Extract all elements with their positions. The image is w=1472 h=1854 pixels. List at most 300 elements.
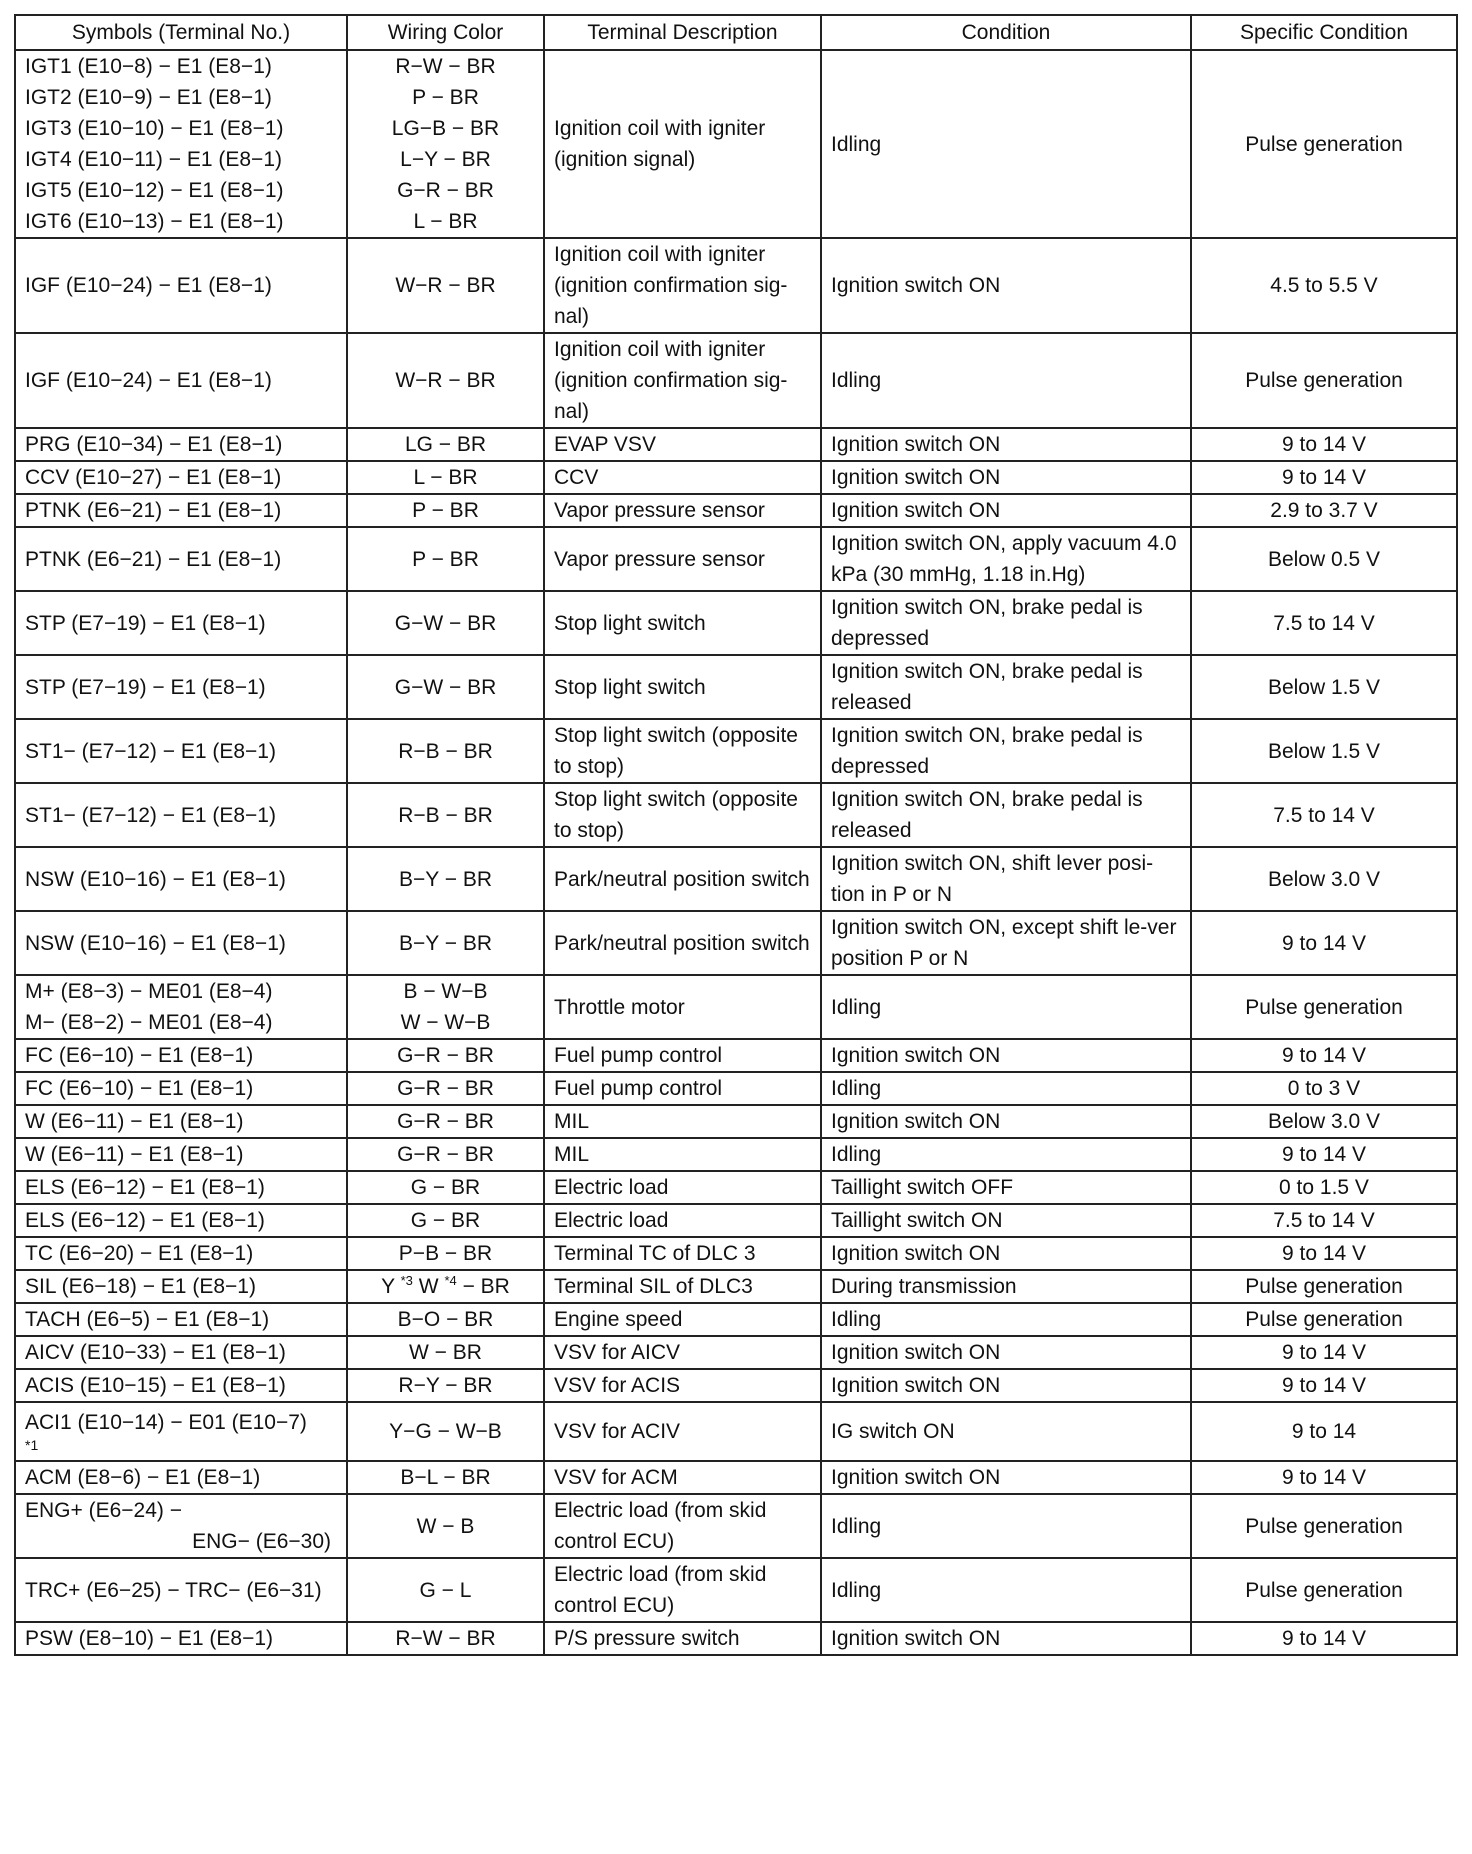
cell-specific-condition — [1191, 1494, 1457, 1558]
cell-terminal-description — [544, 911, 821, 975]
table-row — [15, 1171, 1457, 1204]
cell-condition — [821, 1494, 1191, 1558]
wiring-line: W − B — [416, 1514, 475, 1538]
table-row — [15, 333, 1457, 428]
table-row — [15, 1402, 1457, 1461]
cell-terminal-description — [544, 1402, 821, 1461]
cell-wiring-color — [347, 1138, 544, 1171]
cell-symbols — [15, 1105, 347, 1138]
symbol-line: SIL (E6−18) − E1 (E8−1) — [25, 1275, 256, 1298]
description-text: VSV for AICV — [554, 1341, 681, 1364]
condition-text: Ignition switch ON, brake pedal is released — [831, 788, 1143, 842]
symbol-line: ENG− (E6−30) — [192, 1530, 331, 1553]
wiring-line: B−O − BR — [397, 1308, 494, 1331]
specific-condition-text: 7.5 to 14 V — [1273, 803, 1375, 827]
specific-condition-text: Below 1.5 V — [1267, 739, 1381, 763]
condition-text: Ignition switch ON — [831, 1466, 1001, 1489]
description-text: Throttle motor — [554, 995, 685, 1019]
specific-condition-text: Below 3.0 V — [1267, 867, 1381, 891]
cell-terminal-description — [544, 1369, 821, 1402]
wiring-line: B−Y − BR — [398, 867, 492, 891]
condition-text: Idling — [831, 1308, 882, 1331]
symbol-line: CCV (E10−27) − E1 (E8−1) — [25, 466, 282, 489]
cell-terminal-description — [544, 1270, 821, 1303]
symbol-line: M− (E8−2) − ME01 (E8−4) — [25, 1011, 273, 1034]
wiring-line: B − W−B — [403, 980, 488, 1003]
cell-wiring-color — [347, 591, 544, 655]
cell-wiring-color — [347, 461, 544, 494]
symbol-line: IGT2 (E10−9) − E1 (E8−1) — [25, 86, 272, 109]
description-text: Ignition coil with igniter (ignition signal) — [554, 117, 766, 171]
specific-condition-text: 9 to 14 V — [1281, 466, 1367, 489]
condition-text: Idling — [831, 1143, 882, 1166]
cell-symbols — [15, 428, 347, 461]
specific-condition-text: 9 to 14 V — [1281, 1374, 1367, 1397]
specific-condition-text: 2.9 to 3.7 V — [1270, 499, 1378, 522]
cell-condition — [821, 238, 1191, 333]
description-text: Terminal SIL of DLC3 — [554, 1275, 753, 1298]
condition-text: Taillight switch OFF — [831, 1176, 1014, 1199]
cell-wiring-color — [347, 1204, 544, 1237]
wiring-line: W − BR — [409, 1341, 482, 1364]
cell-terminal-description — [544, 461, 821, 494]
cell-wiring-color — [347, 1072, 544, 1105]
cell-symbols — [15, 461, 347, 494]
cell-condition — [821, 1461, 1191, 1494]
cell-specific-condition — [1191, 1336, 1457, 1369]
symbol-line: W (E6−11) − E1 (E8−1) — [25, 1143, 244, 1166]
table-row — [15, 1237, 1457, 1270]
cell-terminal-description — [544, 783, 821, 847]
symbol-line: TACH (E6−5) − E1 (E8−1) — [25, 1308, 270, 1331]
cell-symbols — [15, 238, 347, 333]
cell-specific-condition — [1191, 1622, 1457, 1655]
cell-terminal-description — [544, 847, 821, 911]
wiring-line: L−Y − BR — [400, 148, 491, 171]
table-row — [15, 1039, 1457, 1072]
table-row — [15, 911, 1457, 975]
cell-symbols — [15, 719, 347, 783]
description-text: Park/neutral position switch — [554, 931, 810, 955]
cell-condition — [821, 655, 1191, 719]
specific-condition-text: 9 to 14 V — [1281, 1143, 1367, 1166]
specific-condition-text: 9 to 14 V — [1281, 1627, 1367, 1650]
cell-wiring-color — [347, 1105, 544, 1138]
cell-wiring-color — [347, 655, 544, 719]
description-text: VSV for ACM — [554, 1466, 678, 1489]
cell-specific-condition — [1191, 975, 1457, 1039]
cell-specific-condition — [1191, 719, 1457, 783]
condition-text: Ignition switch ON — [831, 466, 1001, 489]
cell-condition — [821, 1303, 1191, 1336]
specific-condition-text: 4.5 to 5.5 V — [1270, 274, 1378, 297]
wire-color-a: Y — [381, 1275, 395, 1298]
symbol-line: PTNK (E6−21) − E1 (E8−1) — [25, 547, 282, 571]
cell-wiring-color — [347, 527, 544, 591]
cell-terminal-description — [544, 1622, 821, 1655]
cell-condition — [821, 527, 1191, 591]
cell-symbols — [15, 1138, 347, 1171]
condition-text: IG switch ON — [831, 1420, 955, 1443]
cell-wiring-color — [347, 1622, 544, 1655]
wiring-line: G − BR — [410, 1209, 481, 1232]
description-text: Electric load — [554, 1176, 669, 1199]
specific-condition-text: 0 to 3 V — [1287, 1077, 1361, 1100]
wiring-line: P − BR — [412, 499, 479, 522]
table-row — [15, 847, 1457, 911]
table-row — [15, 1138, 1457, 1171]
table-row — [15, 1494, 1457, 1558]
cell-symbols — [15, 655, 347, 719]
cell-condition — [821, 975, 1191, 1039]
symbol-line: STP (E7−19) − E1 (E8−1) — [25, 675, 266, 699]
header-row — [15, 15, 1457, 50]
specific-condition-text: Below 0.5 V — [1267, 547, 1381, 571]
cell-wiring-color — [347, 975, 544, 1039]
condition-text: Ignition switch ON, shift lever posi-tion in P or N — [831, 852, 1154, 906]
table-row — [15, 655, 1457, 719]
cell-specific-condition — [1191, 847, 1457, 911]
cell-specific-condition — [1191, 1303, 1457, 1336]
cell-symbols — [15, 1237, 347, 1270]
cell-symbols — [15, 1461, 347, 1494]
cell-specific-condition — [1191, 1039, 1457, 1072]
description-text: Electric load (from skid control ECU) — [554, 1499, 767, 1553]
table-row — [15, 1558, 1457, 1622]
cell-terminal-description — [544, 719, 821, 783]
wiring-line: G−W − BR — [394, 675, 497, 699]
specific-condition-text: 9 to 14 V — [1281, 433, 1367, 456]
specific-condition-text: 7.5 to 14 V — [1273, 1209, 1375, 1232]
cell-wiring-color — [347, 494, 544, 527]
description-text: Park/neutral position switch — [554, 867, 810, 891]
cell-terminal-description — [544, 1336, 821, 1369]
cell-specific-condition — [1191, 461, 1457, 494]
condition-text: Idling — [831, 1578, 882, 1602]
cell-terminal-description — [544, 975, 821, 1039]
table-row — [15, 1336, 1457, 1369]
cell-condition — [821, 1105, 1191, 1138]
condition-text: Ignition switch ON — [831, 1110, 1001, 1133]
wire-note-b: *4 — [444, 1273, 457, 1288]
table-row — [15, 50, 1457, 238]
cell-symbols — [15, 911, 347, 975]
wiring-line: R−W − BR — [395, 1627, 496, 1650]
cell-wiring-color — [347, 1270, 544, 1303]
symbol-line: NSW (E10−16) − E1 (E8−1) — [25, 931, 286, 955]
cell-condition — [821, 1558, 1191, 1622]
table-row — [15, 1369, 1457, 1402]
wiring-line — [357, 1271, 534, 1302]
specific-condition-text: 9 to 14 V — [1281, 1341, 1367, 1364]
cell-specific-condition — [1191, 783, 1457, 847]
cell-terminal-description — [544, 1558, 821, 1622]
specific-condition-text: Pulse generation — [1245, 995, 1403, 1019]
description-text: Terminal TC of DLC 3 — [554, 1242, 756, 1265]
description-text: EVAP VSV — [554, 433, 656, 456]
cell-specific-condition — [1191, 428, 1457, 461]
specific-condition-text: Below 3.0 V — [1267, 1110, 1381, 1133]
cell-wiring-color — [347, 1402, 544, 1461]
cell-terminal-description — [544, 1138, 821, 1171]
description-text: P/S pressure switch — [554, 1627, 740, 1650]
cell-terminal-description — [544, 428, 821, 461]
symbol-line: ACIS (E10−15) − E1 (E8−1) — [25, 1374, 286, 1397]
cell-symbols — [15, 50, 347, 238]
cell-symbols — [15, 1303, 347, 1336]
symbol-line: ELS (E6−12) − E1 (E8−1) — [25, 1176, 265, 1199]
table-row — [15, 428, 1457, 461]
table-row — [15, 1622, 1457, 1655]
wiring-line: G−R − BR — [397, 1110, 494, 1133]
symbol-line: FC (E6−10) − E1 (E8−1) — [25, 1077, 254, 1100]
condition-text: Idling — [831, 1077, 882, 1100]
description-text: Engine speed — [554, 1308, 683, 1331]
symbol-line: AICV (E10−33) − E1 (E8−1) — [25, 1341, 286, 1364]
cell-wiring-color — [347, 719, 544, 783]
cell-terminal-description — [544, 1461, 821, 1494]
cell-condition — [821, 1369, 1191, 1402]
condition-text: Ignition switch ON — [831, 274, 1001, 297]
description-text: Stop light switch — [554, 611, 706, 635]
description-text: Stop light switch (opposite to stop) — [554, 788, 798, 842]
table-row — [15, 1105, 1457, 1138]
cell-condition — [821, 1138, 1191, 1171]
footnote-marker: *1 — [25, 1437, 39, 1453]
cell-condition — [821, 719, 1191, 783]
description-text: Ignition coil with igniter (ignition confirmation sig-nal) — [554, 243, 788, 328]
cell-specific-condition — [1191, 1105, 1457, 1138]
wiring-line: B−Y − BR — [398, 931, 492, 955]
symbol-line: ELS (E6−12) − E1 (E8−1) — [25, 1209, 265, 1232]
header-condition: Condition — [821, 15, 1191, 50]
cell-specific-condition — [1191, 1204, 1457, 1237]
specific-condition-text: 9 to 14 V — [1281, 1466, 1367, 1489]
condition-text: Ignition switch ON — [831, 1374, 1001, 1397]
condition-text: Ignition switch ON — [831, 1341, 1001, 1364]
cell-wiring-color — [347, 1494, 544, 1558]
condition-text: Idling — [831, 995, 882, 1019]
cell-specific-condition — [1191, 1138, 1457, 1171]
cell-condition — [821, 783, 1191, 847]
cell-terminal-description — [544, 1204, 821, 1237]
specific-condition-text: Pulse generation — [1245, 369, 1403, 392]
specific-condition-text: 9 to 14 V — [1281, 931, 1367, 955]
symbol-line: IGT4 (E10−11) − E1 (E8−1) — [25, 148, 282, 171]
cell-wiring-color — [347, 1558, 544, 1622]
wiring-line: G−R − BR — [397, 1077, 494, 1100]
table-row — [15, 1303, 1457, 1336]
wire-color-b: W — [418, 1275, 439, 1298]
table-row — [15, 461, 1457, 494]
condition-text: Ignition switch ON — [831, 1044, 1001, 1067]
specific-condition-text: Pulse generation — [1245, 1514, 1403, 1538]
symbol-line: IGT5 (E10−12) − E1 (E8−1) — [25, 179, 284, 202]
wiring-line: W−R − BR — [395, 274, 496, 297]
description-text: MIL — [554, 1143, 590, 1166]
symbol-line: NSW (E10−16) − E1 (E8−1) — [25, 867, 286, 891]
terminal-table — [14, 14, 1458, 1656]
condition-text: Ignition switch ON — [831, 499, 1001, 522]
table-row — [15, 975, 1457, 1039]
condition-text: Ignition switch ON — [831, 433, 1001, 456]
cell-terminal-description — [544, 1039, 821, 1072]
cell-specific-condition — [1191, 50, 1457, 238]
cell-specific-condition — [1191, 1072, 1457, 1105]
table-row — [15, 719, 1457, 783]
cell-wiring-color — [347, 1039, 544, 1072]
cell-wiring-color — [347, 1336, 544, 1369]
wiring-line: R−B − BR — [398, 739, 493, 763]
cell-terminal-description — [544, 527, 821, 591]
description-text: Electric load (from skid control ECU) — [554, 1563, 767, 1617]
cell-wiring-color — [347, 1369, 544, 1402]
cell-condition — [821, 911, 1191, 975]
cell-specific-condition — [1191, 527, 1457, 591]
cell-symbols — [15, 1039, 347, 1072]
cell-symbols — [15, 1369, 347, 1402]
cell-terminal-description — [544, 655, 821, 719]
cell-symbols — [15, 527, 347, 591]
wire-color-c: − BR — [462, 1275, 510, 1298]
condition-text: Ignition switch ON, brake pedal is depressed — [831, 724, 1143, 778]
cell-condition — [821, 1402, 1191, 1461]
cell-symbols — [15, 1622, 347, 1655]
symbol-line: ACI1 (E10−14) − E01 (E10−7) — [25, 1411, 307, 1434]
cell-terminal-description — [544, 1237, 821, 1270]
cell-wiring-color — [347, 911, 544, 975]
specific-condition-text: 9 to 14 — [1291, 1420, 1357, 1443]
table-row — [15, 591, 1457, 655]
cell-condition — [821, 1270, 1191, 1303]
cell-condition — [821, 1204, 1191, 1237]
wiring-line: W − W−B — [400, 1011, 491, 1034]
cell-wiring-color — [347, 50, 544, 238]
cell-symbols — [15, 1270, 347, 1303]
header-specific-condition: Specific Condition — [1191, 15, 1457, 50]
specific-condition-text: 9 to 14 V — [1281, 1242, 1367, 1265]
cell-condition — [821, 591, 1191, 655]
description-text: Stop light switch (opposite to stop) — [554, 724, 798, 778]
cell-condition — [821, 1237, 1191, 1270]
cell-terminal-description — [544, 1494, 821, 1558]
wiring-line: W−R − BR — [395, 369, 496, 392]
symbol-line: STP (E7−19) − E1 (E8−1) — [25, 611, 266, 635]
wiring-line: P − BR — [412, 547, 479, 571]
description-text: Stop light switch — [554, 675, 706, 699]
header-symbols: Symbols (Terminal No.) — [15, 15, 347, 50]
wiring-line: P − BR — [412, 86, 479, 109]
cell-specific-condition — [1191, 591, 1457, 655]
description-text: Ignition coil with igniter (ignition confirmation sig-nal) — [554, 338, 788, 423]
wire-note-a: *3 — [400, 1273, 413, 1288]
wiring-line: LG − BR — [404, 433, 487, 456]
cell-symbols — [15, 333, 347, 428]
cell-wiring-color — [347, 783, 544, 847]
cell-condition — [821, 1336, 1191, 1369]
cell-specific-condition — [1191, 1402, 1457, 1461]
cell-symbols — [15, 1171, 347, 1204]
symbol-line: PRG (E10−34) − E1 (E8−1) — [25, 433, 283, 456]
condition-text: Ignition switch ON, except shift le-ver position P or N — [831, 916, 1177, 970]
specific-condition-text: Pulse generation — [1245, 132, 1403, 156]
cell-symbols — [15, 975, 347, 1039]
cell-terminal-description — [544, 333, 821, 428]
wiring-line: L − BR — [413, 466, 478, 489]
cell-condition — [821, 1072, 1191, 1105]
symbol-line: ENG+ (E6−24) − — [25, 1499, 182, 1522]
cell-condition — [821, 1039, 1191, 1072]
cell-specific-condition — [1191, 494, 1457, 527]
wiring-line: R−W − BR — [395, 55, 496, 78]
table-body — [15, 50, 1457, 1655]
wiring-line: B−L − BR — [400, 1466, 491, 1489]
symbol-line: TRC+ (E6−25) − TRC− (E6−31) — [25, 1578, 322, 1602]
symbol-line: ACM (E8−6) − E1 (E8−1) — [25, 1466, 261, 1489]
specific-condition-text: 7.5 to 14 V — [1273, 611, 1375, 635]
cell-terminal-description — [544, 494, 821, 527]
symbol-line: IGT3 (E10−10) − E1 (E8−1) — [25, 117, 284, 140]
wiring-line: G−R − BR — [397, 1143, 494, 1166]
table-row — [15, 494, 1457, 527]
cell-specific-condition — [1191, 1369, 1457, 1402]
wiring-line: G − L — [419, 1578, 472, 1602]
condition-text: Ignition switch ON, brake pedal is depressed — [831, 596, 1143, 650]
wiring-line: G−R − BR — [397, 1044, 494, 1067]
cell-condition — [821, 333, 1191, 428]
cell-terminal-description — [544, 591, 821, 655]
description-text: Fuel pump control — [554, 1077, 723, 1100]
description-text: Vapor pressure sensor — [554, 499, 765, 522]
cell-condition — [821, 1622, 1191, 1655]
symbol-line: IGT6 (E10−13) − E1 (E8−1) — [25, 210, 284, 233]
symbol-line: ST1− (E7−12) − E1 (E8−1) — [25, 803, 276, 827]
symbol-line: PSW (E8−10) − E1 (E8−1) — [25, 1627, 274, 1650]
condition-text: Idling — [831, 132, 882, 156]
wiring-line: LG−B − BR — [391, 117, 500, 140]
description-text: Electric load — [554, 1209, 669, 1232]
table-row — [15, 783, 1457, 847]
cell-symbols — [15, 1204, 347, 1237]
table-row — [15, 527, 1457, 591]
specific-condition-text: Pulse generation — [1245, 1578, 1403, 1602]
wiring-line: G − BR — [410, 1176, 481, 1199]
condition-text: Idling — [831, 1514, 882, 1538]
cell-specific-condition — [1191, 333, 1457, 428]
cell-condition — [821, 428, 1191, 461]
cell-specific-condition — [1191, 1171, 1457, 1204]
cell-terminal-description — [544, 238, 821, 333]
cell-condition — [821, 461, 1191, 494]
description-text: Fuel pump control — [554, 1044, 723, 1067]
cell-condition — [821, 50, 1191, 238]
specific-condition-text: Pulse generation — [1245, 1308, 1403, 1331]
condition-text: Ignition switch ON — [831, 1242, 1001, 1265]
wiring-line: G−W − BR — [394, 611, 497, 635]
cell-symbols — [15, 494, 347, 527]
table-row — [15, 1461, 1457, 1494]
table-row — [15, 238, 1457, 333]
wiring-line: Y−G − W−B — [389, 1420, 502, 1443]
wiring-line: G−R − BR — [397, 179, 494, 202]
cell-condition — [821, 494, 1191, 527]
condition-text: Idling — [831, 369, 882, 392]
cell-symbols — [15, 591, 347, 655]
cell-wiring-color — [347, 847, 544, 911]
cell-wiring-color — [347, 1461, 544, 1494]
cell-wiring-color — [347, 1303, 544, 1336]
specific-condition-text: Below 1.5 V — [1267, 675, 1381, 699]
